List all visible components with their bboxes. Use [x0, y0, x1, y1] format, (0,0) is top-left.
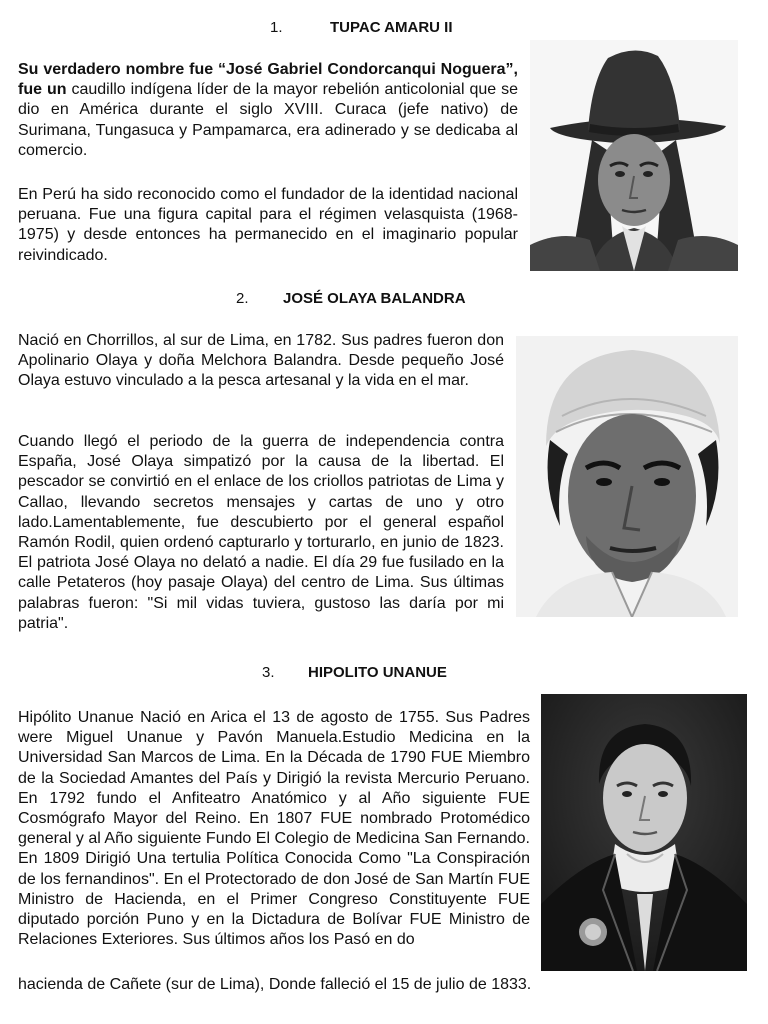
- tupac-amaru-portrait: [530, 40, 738, 271]
- jose-olaya-paragraph-1: Nació en Chorrillos, al sur de Lima, en 1782. Sus padres fueron don Apolinario Olaya y doña Melchora Balandra. Desde pequeño José Olaya estuvo vinculado a la pesca artesanal y la vida en el mar.: [18, 332, 504, 390]
- hipolito-unanue-paragraph-last-line: hacienda de Cañete (sur de Lima), Donde falleció el 15 de julio de 1833.: [18, 976, 532, 993]
- section-heading-jose-olaya: [236, 290, 466, 308]
- hipolito-unanue-paragraph: Hipólito Unanue Nació en Arica el 13 de agosto de 1755. Sus Padres were Miguel Unanue y Pavón Manuela.Estudio Medicina en la Universidad San Marcos de Lima. En la Década de 1790 FUE Miembro de la Sociedad Amantes del País y Dirigió la revista Mercurio Peruano. En 1792 fundo el Anfiteatro Anatómico y al Año siguiente FUE Cosmógrafo Mayor del Reino. En 1807 FUE nombrado Protomédico general y al Año siguiente Fundo El Colegio de Medicina San Fernando. En 1809 Dirigió Una tertulia Política Conocida Como "La Conspiración de los fernandinos". En el Protectorado de don José de San Martín FUE Ministro de Hacienda, en el Primer Congreso Constituyente FUE diputado porción Puno y en la Dictadura de Bolívar FUE Ministro de Relaciones Exteriores. Sus últimos años los Pasó en do: [18, 709, 530, 949]
- section-title: TUPAC AMARU II: [330, 19, 453, 36]
- hipolito-unanue-portrait: [541, 694, 747, 971]
- tupac-amaru-real-name: Su verdadero nombre fue “José Gabriel Condorcanqui Noguera”, fue un: [18, 61, 518, 99]
- section-number: 3.: [262, 664, 275, 681]
- section-heading-hipolito-unanue: [262, 664, 447, 682]
- tupac-amaru-paragraph-1-text: caudillo indígena líder de la mayor rebelión anticolonial que se dio en América durante el siglo XVIII. Curaca (jefe nativo) de Surimana, Tungasuca y Pampamarca, era adinerado y se dedicaba al comercio.: [18, 81, 518, 159]
- section-heading-tupac-amaru: [270, 19, 453, 37]
- jose-olaya-portrait: [516, 336, 738, 617]
- section-title: HIPOLITO UNANUE: [308, 664, 447, 681]
- jose-olaya-paragraph-2: Cuando llegó el periodo de la guerra de independencia contra España, José Olaya simpatizó por la causa de la libertad. El pescador se convirtió en el enlace de los criollos patriotas de Lima y Callao, llevando secretos mensajes y cartas de uno y otro lado.Lamentablemente, fue descubierto por el general español Ramón Rodil, quien ordenó capturarlo y torturarlo, en junio de 1823. El patriota José Olaya no delató a nadie. El día 29 fue fusilado en la calle Petateros (hoy pasaje Olaya) del centro de Lima. Sus últimas palabras fueron: "Si mil vidas tuviera, gustoso las daría por mi patria".: [18, 433, 504, 632]
- section-number: 2.: [236, 290, 249, 307]
- tupac-amaru-paragraph-1: [18, 60, 518, 161]
- section-number: 1.: [270, 19, 283, 36]
- tupac-amaru-paragraph-2: En Perú ha sido reconocido como el fundador de la identidad nacional peruana. Fue una figura capital para el régimen velasquista (1968-1975) y desde entonces ha permanecido en el imaginario popular reivindicado.: [18, 186, 518, 264]
- section-title: JOSÉ OLAYA BALANDRA: [283, 290, 466, 307]
